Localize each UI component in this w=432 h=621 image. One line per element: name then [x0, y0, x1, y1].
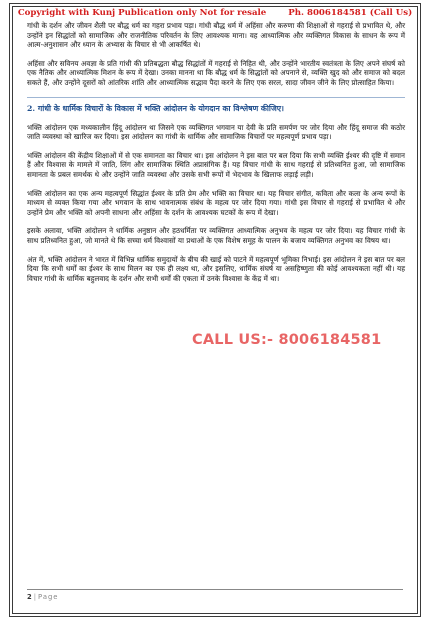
footer-separator: |: [33, 593, 37, 601]
page-footer: [27, 589, 403, 601]
page-label: Page: [38, 593, 59, 601]
paragraph-nonviolence: अहिंसा और सविनय अवज्ञा के प्रति गांधी की प्रतिबद्धता बौद्ध सिद्धांतों में गहराई से निहित थी, और उन्होंने भारतीय स्वतंत्रता के लिए अपने संघर्ष को एक नैतिक और आध्यात्मिक मिशन के रूप में देखा। उनका मानना था कि बौद्ध धर्म के सिद्धांतों को अपनाने से, व्यक्ति खुद को और समाज को बदल सकते हैं, और उन्होंने दूसरों को आंतरिक शांति और आध्यात्मिक सद्भाव पैदा करने के लिए एक सरल, सादा जीवन जीने के लिए प्रोत्साहित किया।: [27, 58, 405, 87]
answer-paragraph-2: भक्ति आंदोलन की केंद्रीय शिक्षाओं में से एक समानता का विचार था। इस आंदोलन ने इस बात पर बल दिया कि सभी व्यक्ति ईश्वर की दृष्टि में समान हैं और विश्वास के मामले में जाति, लिंग और सामाजिक स्थिति अप्रासंगिक हैं। यह विचार गांधी के साथ गहराई से प्रतिध्वनित हुआ, जो सामाजिक समानता के प्रबल समर्थक थे और उन्होंने जाति व्यवस्था और उसके सभी रूपों में भेदभाव के खिलाफ लड़ाई लड़ी।: [27, 150, 405, 179]
page-border: [12, 6, 418, 614]
paragraph-buddhism-influence: गांधी के दर्शन और जीवन शैली पर बौद्ध धर्म का गहरा प्रभाव पड़ा। गांधी बौद्ध धर्म में अहिंसा और करुणा की शिक्षाओं से गहराई से प्रभावित थे, और उन्होंने इन सिद्धांतों को सामाजिक और राजनीतिक परिवर्तन के लिए आवश्यक माना। वह आध्यात्मिक और व्यक्तिगत विकास के साधन के रूप में आत्म-अनुशासन और ध्यान के अभ्यास के विचार से भी आकर्षित थे।: [27, 21, 405, 50]
page-content: [27, 21, 405, 292]
copyright-notice: Copyright with Kunj Publication only Not for resale: [17, 8, 267, 18]
phone-watermark: CALL US:- 8006184581: [192, 332, 382, 348]
copyright-header: [13, 8, 417, 18]
answer-paragraph-5: अंत में, भक्ति आंदोलन ने भारत में विभिन्न धार्मिक समुदायों के बीच की खाई को पाटने में महत्वपूर्ण भूमिका निभाई। इस आंदोलन ने इस बात पर बल दिया कि सभी धर्मों का ईश्वर के साथ मिलन का एक ही लक्ष्य था, और इसलिए, धार्मिक संघर्ष या असहिष्णुता की कोई आवश्यकता नहीं थी। यह विचार गांधी के धार्मिक बहुलवाद के दर्शन और सभी धर्मों की एकता में उनके विश्वास के केंद्र में था।: [27, 254, 405, 283]
answer-paragraph-1: भक्ति आंदोलन एक मध्यकालीन हिंदू आंदोलन था जिसने एक व्यक्तिगत भगवान या देवी के प्रति समर्पण पर जोर दिया और हिंदू समाज की कठोर जाति व्यवस्था को खारिज कर दिया। इस आंदोलन का गांधी के धार्मिक और सामाजिक विचारों पर महत्वपूर्ण प्रभाव पड़ा।: [27, 122, 405, 142]
question-heading: 2. गांधी के धार्मिक विचारों के विकास में भक्ति आंदोलन के योगदान का विश्लेषण कीजिए।: [27, 97, 405, 114]
page-number: 2: [27, 593, 32, 601]
answer-paragraph-4: इसके अलावा, भक्ति आंदोलन ने धार्मिक अनुष्ठान और हठधर्मिता पर व्यक्तिगत आध्यात्मिक अनुभव के महत्व पर जोर दिया। यह विचार गांधी के साथ प्रतिध्वनित हुआ, जो मानते थे कि सच्चा धर्म विश्वासों या प्रथाओं के एक विशेष समूह के पालन के बजाय व्यक्तिगत अनुभव का विषय था।: [27, 226, 405, 245]
answer-paragraph-3: भक्ति आंदोलन का एक अन्य महत्वपूर्ण सिद्धांत ईश्वर के प्रति प्रेम और भक्ति का विचार था। यह विचार संगीत, कविता और कला के अन्य रूपों के माध्यम से व्यक्त किया गया और भगवान के साथ भावनात्मक संबंध के महत्व पर जोर दिया गया। गांधी इस विचार से गहराई से प्रभावित थे और उन्होंने प्रेम और भक्ति को अपनी साधना और अहिंसा के दर्शन के आवश्यक घटकों के रूप में देखा।: [27, 188, 405, 217]
phone-contact: Ph. 8006184581 (Call Us): [288, 8, 413, 18]
